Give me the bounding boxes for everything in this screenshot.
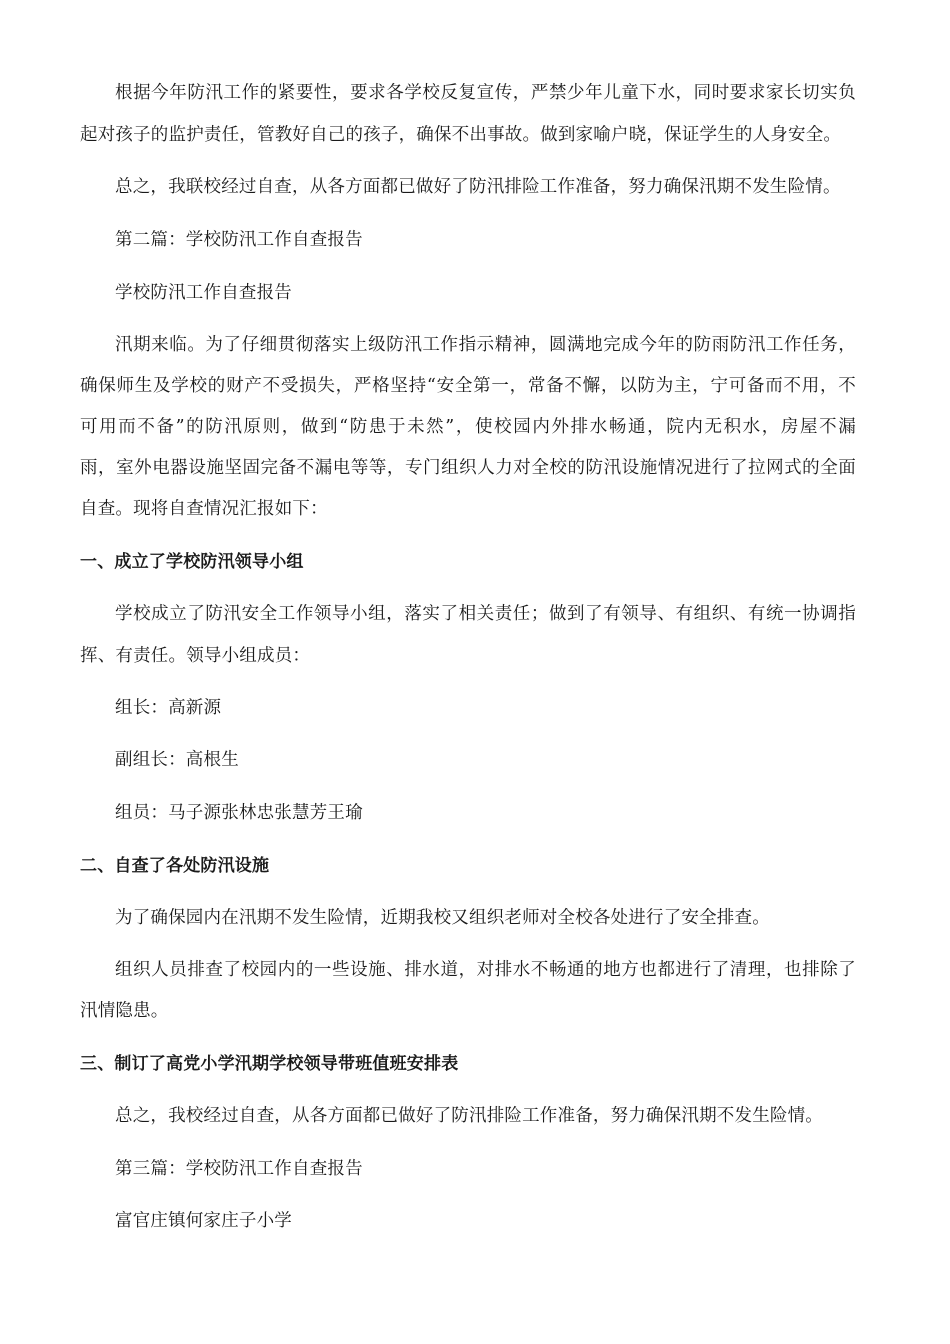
report-title: 学校防汛工作自查报告 — [115, 283, 292, 303]
paragraph-line: 总之，我校经过自查，从各方面都已做好了防汛排险工作准备，努力确保汛期不发生险情。 — [115, 1106, 823, 1126]
section-heading: 三、制订了高党小学汛期学校领导带班值班安排表 — [80, 1054, 459, 1074]
paragraph-line: 为了确保园内在汛期不发生险情，近期我校又组织老师对全校各处进行了安全排查。 — [115, 908, 770, 928]
paragraph-line: 起对孩子的监护责任，管教好自己的孩子，确保不出事故。做到家喻户晓，保证学生的人身安全。 — [80, 125, 842, 145]
paragraph-line: 汛情隐患。 — [80, 1001, 169, 1021]
paragraph-line: 确保师生及学校的财产不受损失，严格坚持“安全第一，常备不懈，以防为主，宁可备而不用，不 — [80, 376, 856, 396]
section-heading: 二、自查了各处防汛设施 — [80, 856, 270, 876]
deputy-leader: 副组长：高根生 — [115, 750, 239, 770]
paragraph-line: 汛期来临。为了仔细贯彻落实上级防汛工作指示精神，圆满地完成今年的防雨防汛工作任务， — [115, 335, 856, 355]
section-title: 第三篇：学校防汛工作自查报告 — [115, 1159, 363, 1179]
section-heading: 一、成立了学校防汛领导小组 — [80, 552, 304, 572]
paragraph-line: 根据今年防汛工作的紧要性，要求各学校反复宣传，严禁少年儿童下水，同时要求家长切实负 — [115, 83, 856, 103]
paragraph-line: 组织人员排查了校园内的一些设施、排水道，对排水不畅通的地方也都进行了清理，也排除了 — [115, 960, 856, 980]
paragraph-line: 可用而不备”的防汛原则，做到“防患于未然”，使校园内外排水畅通，院内无积水，房屋不漏 — [80, 417, 856, 437]
paragraph-line: 挥、有责任。领导小组成员： — [80, 646, 311, 666]
paragraph-line: 自查。现将自查情况汇报如下： — [80, 499, 328, 519]
section-title: 第二篇：学校防汛工作自查报告 — [115, 230, 363, 250]
school-name: 富官庄镇何家庄子小学 — [115, 1211, 292, 1231]
paragraph-line: 学校成立了防汛安全工作领导小组，落实了相关责任；做到了有领导、有组织、有统一协调指 — [115, 604, 856, 624]
team-members: 组员：马子源张林忠张慧芳王瑜 — [115, 803, 363, 823]
team-leader: 组长：高新源 — [115, 698, 222, 718]
paragraph-line: 雨，室外电器设施坚固完备不漏电等等，专门组织人力对全校的防汛设施情况进行了拉网式的全面 — [80, 458, 856, 478]
paragraph-line: 总之，我联校经过自查，从各方面都已做好了防汛排险工作准备，努力确保汛期不发生险情。 — [115, 177, 841, 197]
